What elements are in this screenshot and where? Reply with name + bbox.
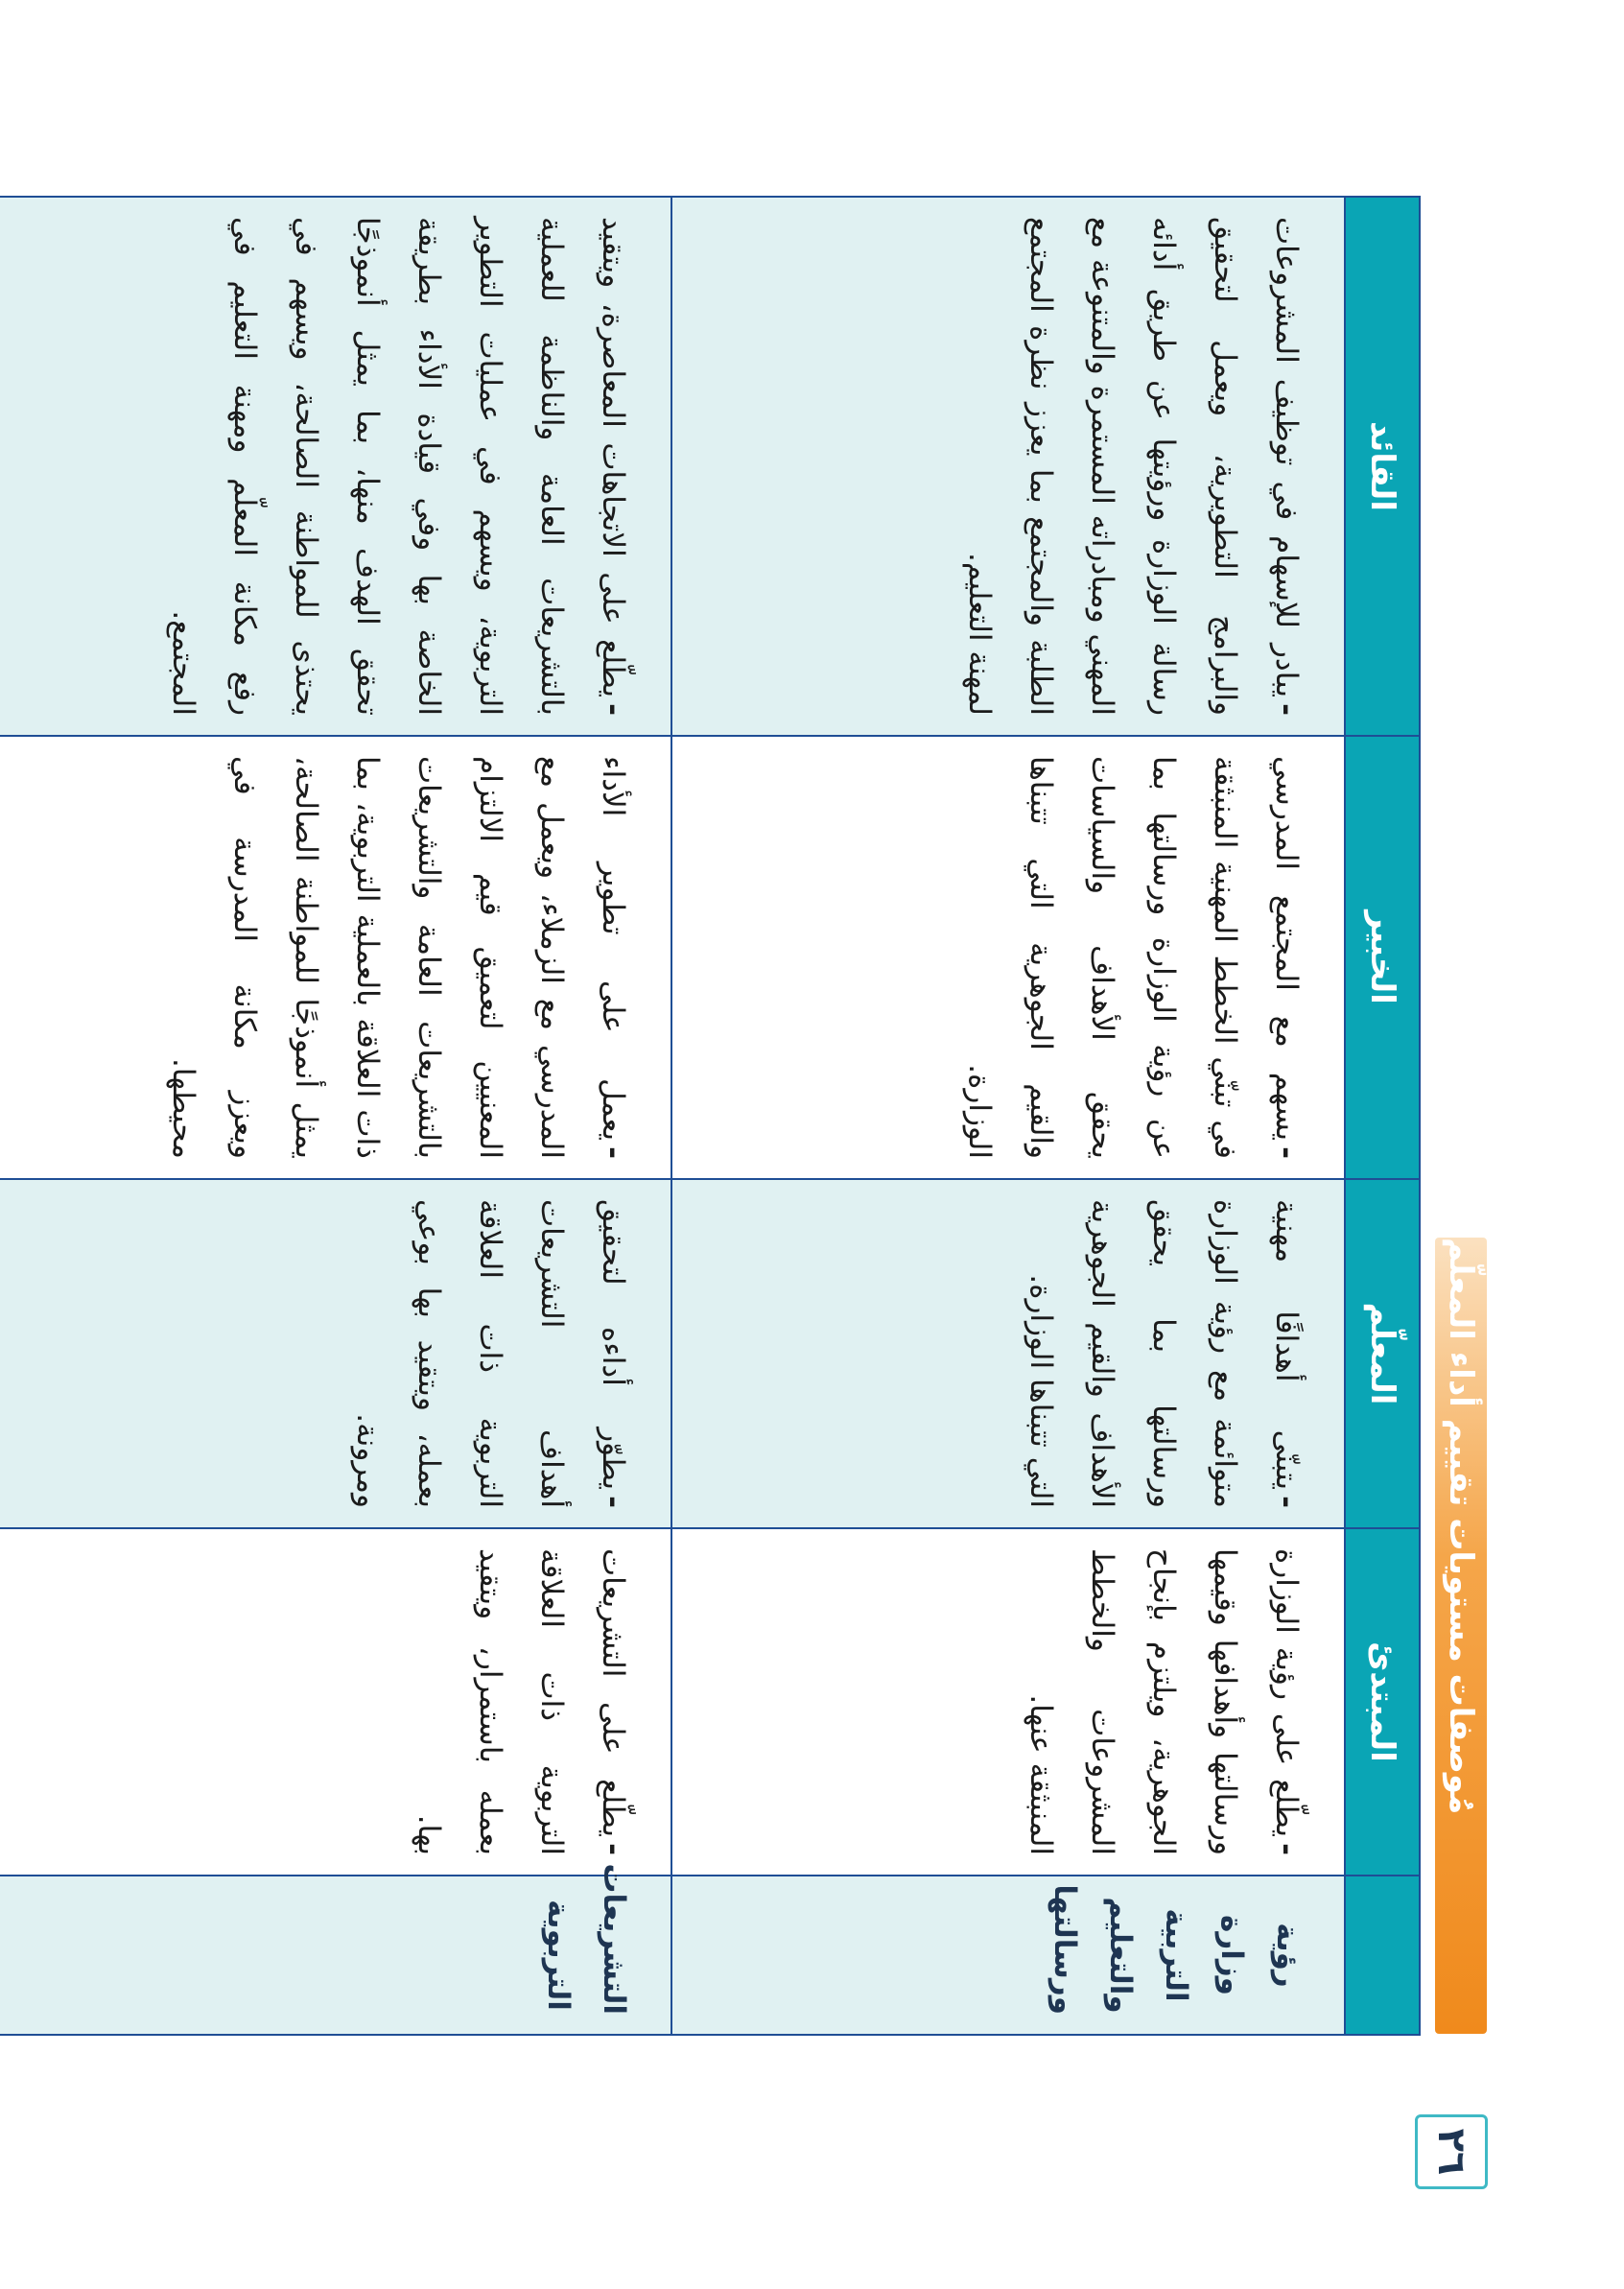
- header-criterion: [1345, 1876, 1420, 2035]
- descriptor-cell-teacher: -يتبنّى أهدافًا مهنية متوائمة مع رؤية الوزارة ورسالتها بما يحقق الأهداف والقيم الجوهرية التي تتبناها الوزارة.: [671, 1179, 1345, 1528]
- section-title: مُوصفات مستويات تقييم أداء المعلّم: [1442, 1238, 1480, 1815]
- header-level-leader: القائد: [1345, 197, 1420, 736]
- descriptor-cell-expert: -يعمل على تطوير الأداء المدرسي مع الزملاء، ويعمل مع المعنيين لتعميق قيم الالتزام بالتشريعات العامة والتشريعات ذات العلاقة بالعملية التربوية، بما يمثل أنموذجًا للمواطنة الصالحة، ويعزز مكانة المدرسة في محيطها.: [0, 736, 671, 1179]
- table-header-row: [1345, 197, 1420, 2035]
- header-level-beginner: المبتدئ: [1345, 1528, 1420, 1876]
- table-row: [671, 197, 1345, 2035]
- descriptor-cell-leader: -يبادر للإسهام في توظيف المشروعات والبرامج التطويرية، ويعمل لتحقيق رسالة الوزارة ورؤيتها عن طريق أدائه المهني ومبادراته المستمرة والمتنوعة مع الطلبة والمجتمع بما يعزز نظرة المجتمع لمهنة التعليم.: [671, 197, 1345, 736]
- descriptor-cell-beginner: -يطّلع على التشريعات التربوية ذات العلاقة بعمله باستمرار، ويتقيد بها.: [0, 1528, 671, 1876]
- criterion-cell: رؤية وزارة التربية والتعليم ورسالتها: [671, 1876, 1345, 2035]
- page-number: ٢٦: [1415, 2114, 1488, 2189]
- descriptor-cell-expert: -يسهم مع المجتمع المدرسي في تبنّي الخطط المهنية المنبثقة عن رؤية الوزارة ورسالتها بما يحقق الأهداف والسياسات والقيم الجوهرية التي تتبناها الوزارة.: [671, 736, 1345, 1179]
- descriptor-cell-teacher: -يطوّر أداءه لتحقيق أهداف التشريعات التربوية ذات العلاقة بعمله، ويتقيد بها بوعي ومرونة.: [0, 1179, 671, 1528]
- descriptor-cell-leader: -يطّلع على الاتجاهات المعاصرة، ويتقيد بالتشريعات العامة والناظمة للعملية التربوية، ويسهم في عمليات التطوير الخاصة بها وفي قيادة الأداء بطريقة تحقق الهدف منها، بما يمثل أنموذجًا يحتذى للمواطنة الصالحة، ويسهم في رفع مكانة المعلّم ومهنة التعليم في المجتمع.: [0, 197, 671, 736]
- table-row: [0, 197, 671, 2035]
- criterion-cell: التشريعات التربوية: [0, 1876, 671, 2035]
- header-level-teacher: المعلّم: [1345, 1179, 1420, 1528]
- descriptor-cell-beginner: -يطّلع على رؤية الوزارة ورسالتها وأهدافها وقيمها الجوهرية، ويلتزم بإنجاح المشروعات والخطط المنبثقة عنها.: [671, 1528, 1345, 1876]
- header-level-expert: الخبير: [1345, 736, 1420, 1179]
- rubric-table: [0, 196, 1421, 2036]
- section-title-banner: [1435, 1238, 1487, 2034]
